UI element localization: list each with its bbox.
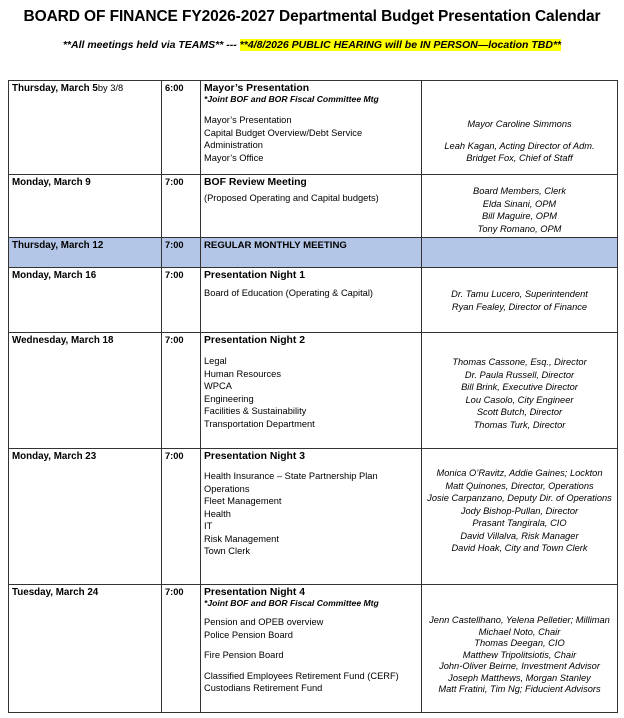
event-cell bbox=[201, 449, 422, 585]
meeting-date: Thursday, March 12 bbox=[12, 240, 104, 251]
agenda-item: Pension and OPEB overview bbox=[204, 617, 324, 627]
event-cell bbox=[201, 268, 422, 333]
event-title: Presentation Night 4 bbox=[204, 587, 306, 598]
presenter: David Hoak, City and Town Clerk bbox=[451, 543, 588, 553]
agenda-item: Facilities & Sustainability bbox=[204, 406, 307, 416]
presenter: Matt Fratini, Tim Ng; Fiducient Advisors bbox=[438, 684, 601, 694]
agenda-item: Health Insurance – State Partnership Plan bbox=[204, 471, 378, 481]
meeting-date: Monday, March 9 bbox=[12, 177, 91, 188]
deadline-note: by 3/8 bbox=[97, 83, 124, 93]
presenter: Mayor Caroline Simmons bbox=[467, 119, 572, 129]
event-cell bbox=[201, 585, 422, 713]
agenda-item: Board of Education (Operating & Capital) bbox=[204, 288, 373, 298]
presenter: Jenn Castellhano, Yelena Pelletier; Milliman bbox=[429, 615, 610, 625]
table-row bbox=[9, 449, 618, 585]
meeting-date: Tuesday, March 24 bbox=[12, 587, 99, 598]
presenter: Prasant Tangirala, CIO bbox=[472, 518, 567, 528]
presenter: Leah Kagan, Acting Director of Adm. bbox=[444, 140, 595, 151]
presenter: Monica O’Ravitz, Addie Gaines; Lockton bbox=[436, 468, 603, 478]
table-row bbox=[9, 333, 618, 449]
date-cell bbox=[9, 333, 162, 449]
presenters-cell bbox=[422, 449, 618, 585]
date-cell bbox=[9, 585, 162, 713]
presenter: Lou Casolo, City Engineer bbox=[465, 394, 574, 405]
presenter: John-Oliver Beirne, Investment Advisor bbox=[439, 661, 600, 671]
meeting-time: 7:00 bbox=[162, 333, 201, 449]
agenda-item: Engineering bbox=[204, 393, 254, 404]
event-title: Mayor’s Presentation bbox=[204, 83, 310, 94]
event-title: Presentation Night 2 bbox=[204, 335, 306, 346]
teams-note: **All meetings held via TEAMS** --- bbox=[62, 39, 237, 51]
agenda-item: Transportation Department bbox=[204, 418, 315, 429]
meeting-time: 7:00 bbox=[162, 238, 201, 268]
event-title: BOF Review Meeting bbox=[204, 177, 307, 188]
table-row bbox=[9, 238, 618, 268]
date-cell bbox=[9, 175, 162, 238]
presenter: Dr. Paula Russell, Director bbox=[464, 369, 575, 380]
agenda-item: Operations bbox=[204, 483, 250, 494]
agenda-item: Fleet Management bbox=[204, 496, 282, 506]
agenda-item: Human Resources bbox=[204, 368, 281, 379]
agenda-item: Town Clerk bbox=[204, 546, 250, 556]
presenter: Scott Butch, Director bbox=[476, 407, 563, 417]
agenda-item: Health bbox=[204, 508, 231, 519]
event-title: Presentation Night 1 bbox=[204, 270, 306, 281]
presenters-cell bbox=[422, 238, 618, 268]
presenters-cell bbox=[422, 333, 618, 449]
table-row bbox=[9, 585, 618, 713]
agenda-item: (Proposed Operating and Capital budgets) bbox=[204, 193, 379, 203]
date-cell bbox=[9, 81, 162, 175]
meeting-time: 7:00 bbox=[162, 449, 201, 585]
event-cell bbox=[201, 175, 422, 238]
agenda-item: Mayor’s Office bbox=[204, 152, 264, 163]
agenda-item: Capital Budget Overview/Debt Service bbox=[204, 127, 363, 138]
presenter: Dr. Tamu Lucero, Superintendent bbox=[451, 289, 588, 299]
table-row bbox=[9, 268, 618, 333]
presenter: Bill Brink, Executive Director bbox=[461, 382, 578, 392]
meeting-date: Monday, March 23 bbox=[12, 451, 97, 462]
meeting-date: Wednesday, March 18 bbox=[12, 335, 114, 346]
presenters-cell bbox=[422, 81, 618, 175]
presenter: Jody Bishop-Pullan, Director bbox=[460, 505, 579, 516]
presenter: Tony Romano, OPM bbox=[477, 223, 562, 234]
meeting-time: 7:00 bbox=[162, 585, 201, 713]
event-subtitle: *Joint BOF and BOR Fiscal Committee Mtg bbox=[204, 598, 379, 608]
meeting-time: 6:00 bbox=[162, 81, 201, 175]
presenter: David Villalva, Risk Manager bbox=[460, 530, 579, 541]
meeting-time: 7:00 bbox=[162, 175, 201, 238]
agenda-item: Legal bbox=[204, 356, 227, 366]
page-title: BOARD OF FINANCE FY2026-2027 Departmental Budget Presentation Calendar bbox=[23, 8, 601, 25]
table-row bbox=[9, 81, 618, 175]
date-cell bbox=[9, 449, 162, 585]
presenter: Matt Quinones, Director, Operations bbox=[445, 480, 594, 491]
public-hearing-notice: **4/8/2026 PUBLIC HEARING will be IN PERSON—location TBD** bbox=[239, 39, 562, 51]
presenter: Bridget Fox, Chief of Staff bbox=[466, 153, 573, 163]
event-subtitle: *Joint BOF and BOR Fiscal Committee Mtg bbox=[204, 94, 379, 104]
agenda-item: Mayor’s Presentation bbox=[204, 115, 292, 125]
calendar-table bbox=[8, 80, 618, 713]
presenter: Bill Maguire, OPM bbox=[482, 211, 557, 221]
event-cell bbox=[201, 333, 422, 449]
presenter: Matthew Tripolitsiotis, Chair bbox=[462, 649, 577, 660]
agenda-item: Risk Management bbox=[204, 533, 279, 544]
date-cell bbox=[9, 268, 162, 333]
presenter: Thomas Turk, Director bbox=[473, 419, 566, 430]
presenter: Thomas Cassone, Esq., Director bbox=[452, 357, 587, 367]
presenter: Michael Noto, Chair bbox=[478, 626, 561, 637]
agenda-item: Fire Pension Board bbox=[204, 650, 284, 660]
agenda-item: Custodians Retirement Fund bbox=[204, 683, 323, 693]
agenda-item: Administration bbox=[204, 140, 263, 150]
event-cell bbox=[201, 81, 422, 175]
presenter: Joseph Matthews, Morgan Stanley bbox=[448, 672, 591, 683]
presenters-cell bbox=[422, 268, 618, 333]
meeting-date: Monday, March 16 bbox=[12, 270, 97, 281]
event-title: REGULAR MONTHLY MEETING bbox=[204, 240, 347, 251]
presenters-cell bbox=[422, 175, 618, 238]
presenter: Elda Sinani, OPM bbox=[482, 198, 557, 209]
presenters-cell bbox=[422, 585, 618, 713]
meeting-date: Thursday, March 5 bbox=[12, 83, 98, 94]
event-title: Presentation Night 3 bbox=[204, 451, 306, 462]
presenter: Ryan Fealey, Director of Finance bbox=[451, 301, 588, 312]
presenter: Board Members, Clerk bbox=[473, 186, 566, 196]
table-row bbox=[9, 175, 618, 238]
meeting-time: 7:00 bbox=[162, 268, 201, 333]
presenter: Josie Carpanzano, Deputy Dir. of Operations bbox=[427, 493, 612, 503]
agenda-item: Classified Employees Retirement Fund (CERF) bbox=[204, 670, 399, 681]
presenter: Thomas Deegan, CIO bbox=[474, 638, 565, 648]
agenda-item: Police Pension Board bbox=[204, 629, 293, 640]
agenda-item: WPCA bbox=[204, 381, 232, 391]
meeting-notice bbox=[0, 39, 624, 51]
date-cell bbox=[9, 238, 162, 268]
event-cell bbox=[201, 238, 422, 268]
agenda-item: IT bbox=[204, 521, 213, 531]
